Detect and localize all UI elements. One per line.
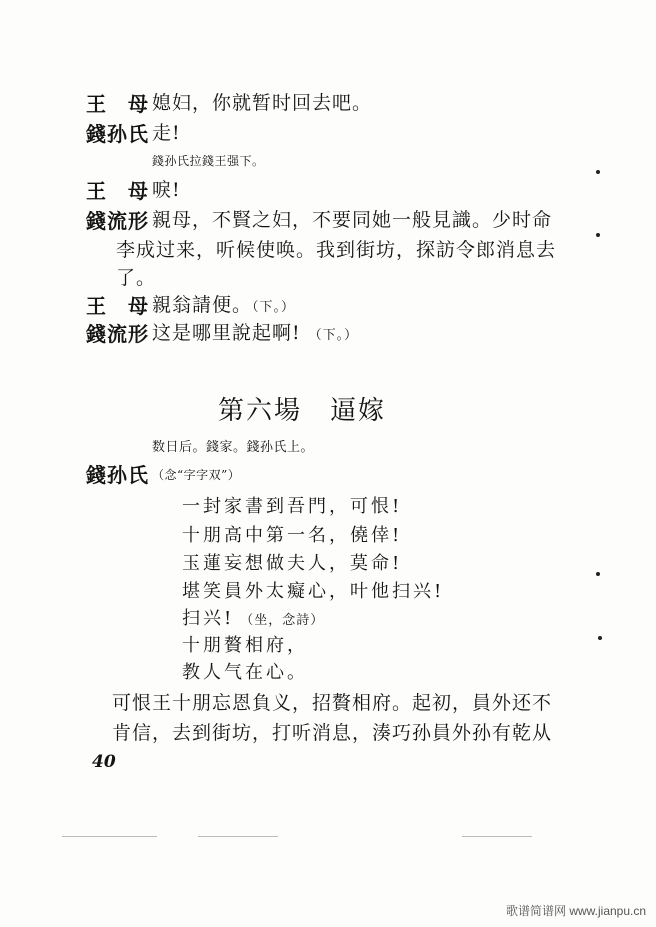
verse-note: （坐，念詩） [240, 613, 325, 628]
scan-speck-4 [598, 636, 602, 640]
scan-rule-1 [62, 836, 157, 837]
verse-line-5 [182, 604, 324, 630]
scan-speck-1 [596, 170, 600, 174]
page-number: 40 [92, 752, 116, 772]
speech-line-5-text: 親翁請便。 [152, 294, 253, 316]
scene-stage-direction: 数日后。錢家。錢孙氏上。 [152, 440, 315, 455]
speaker-wangmu-1: 王 母 [86, 92, 149, 116]
verse-line-4: 堪笑員外太癡心，叶他扫兴! [182, 581, 445, 602]
scan-rule-2 [198, 836, 278, 837]
speech-line-5 [152, 290, 295, 317]
speaker-qiansunshi-1: 錢孙氏 [86, 122, 149, 146]
verse-line-6: 十朋贅相府， [182, 635, 308, 656]
watermark: 歌谱简谱网 www.jianpu.cn [506, 904, 647, 918]
speech-line-4-cont-1: 李成过来，听候使唤。我到街坊，探訪令郎消息去 [116, 239, 557, 261]
speech-line-6 [152, 318, 358, 345]
speech-line-1: 媳妇，你就暂时回去吧。 [152, 92, 373, 114]
verse-line-3: 玉蓮妄想做夫人，莫命! [182, 553, 403, 574]
scan-rule-3 [462, 836, 532, 837]
speech-line-2: 走! [152, 122, 181, 144]
speech-line-3: 唳! [152, 179, 181, 201]
verse-line-1: 一封家書到吾門，可恨! [182, 496, 403, 517]
speaker-qianliuxing-1: 錢流形 [86, 209, 149, 233]
scan-speck-3 [596, 572, 600, 576]
verse-line-2: 十朋高中第一名，僥倖! [182, 525, 403, 546]
speech-line-4: 親母，不賢之妇，不要同她一般見識。少时命 [152, 209, 553, 231]
scene-speaker: 錢孙氏 [86, 463, 149, 487]
stage-direction-1: 錢孙氏拉錢王强下。 [152, 154, 265, 168]
speech-line-5-note: （下。） [252, 300, 296, 315]
prose-line-1: 可恨王十朋忘恩負义，招贅相府。起初，員外还不 [112, 692, 553, 714]
verse-line-7: 教人气在心。 [182, 662, 308, 683]
scene-speaker-note: （念“字字双”） [152, 468, 241, 482]
speech-line-6-text: 这是哪里說起啊! [152, 322, 301, 344]
speech-line-4-cont-2: 了。 [116, 267, 157, 289]
prose-line-2: 肯信，去到街坊，打听消息，湊巧孙員外孙有乾从 [112, 722, 553, 744]
scene-title: 第六場 逼嫁 [218, 396, 387, 426]
speech-line-6-note: （下。） [308, 328, 359, 343]
speaker-wangmu-2: 王 母 [86, 179, 149, 203]
speaker-wangmu-3: 王 母 [86, 294, 149, 318]
speaker-qianliuxing-2: 錢流形 [86, 322, 149, 346]
verse-line-5-text: 扫兴! [182, 608, 235, 629]
scan-speck-2 [596, 233, 600, 237]
